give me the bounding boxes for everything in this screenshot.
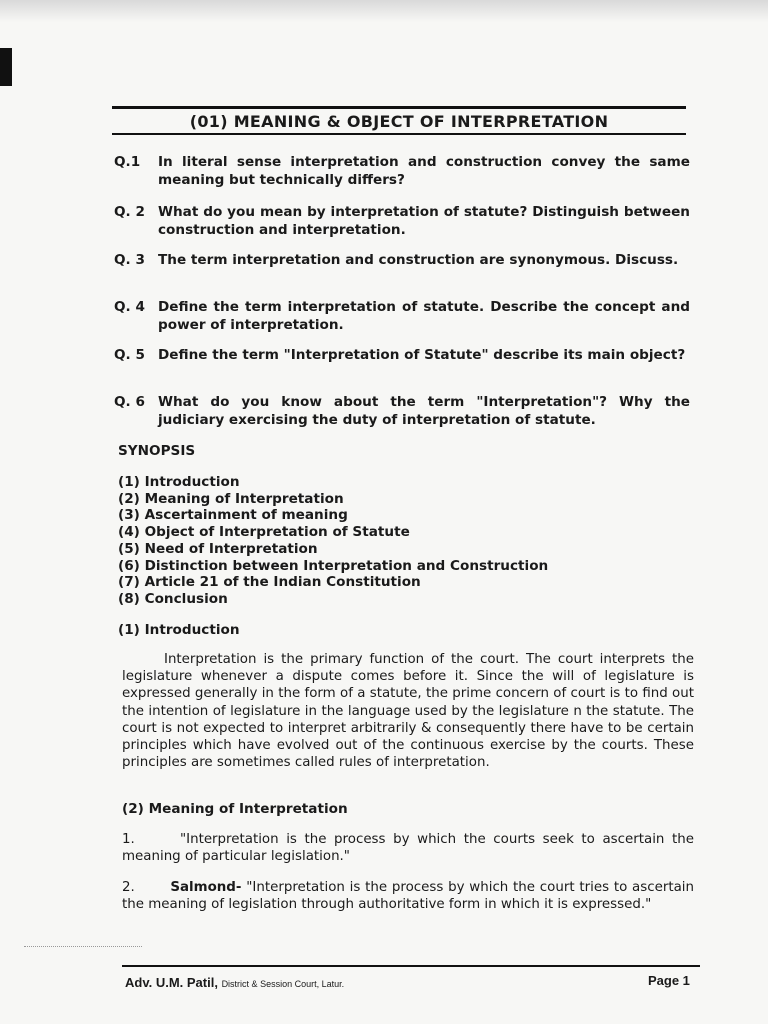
question-number: Q. 2 [114, 204, 145, 220]
question-number: Q. 3 [114, 252, 145, 268]
list-item: (3) Ascertainment of meaning [118, 507, 348, 524]
question-text: What do you mean by interpretation of statute? Distinguish between construction and interpretation. [158, 204, 690, 238]
list-item: (1) Introduction [118, 474, 240, 490]
scan-shadow [0, 0, 768, 22]
list-item: (4) Object of Interpretation of Statute [118, 524, 410, 541]
point-text: "Interpretation is the process by which the courts seek to ascertain the meaning of particular legislation." [122, 832, 694, 865]
title-top-rule [112, 106, 686, 109]
introduction-paragraph: Interpretation is the primary function of the court. The court interprets the legislature whenever a dispute comes before it. Since the will of legislature is expressed generally in the form of a statute, the prime concern of court is to find out the intention of legislature in the language used by the legislature n the statute. The court is not expected to interpret arbitrarily & consequently there have to be certain principles which have evolved out of the continuous exercise by the courts. These principles are sometimes called rules of interpretation. [122, 652, 694, 771]
meaning-heading: (2) Meaning of Interpretation [122, 801, 348, 817]
synopsis-list [118, 474, 548, 608]
question-text: Define the term "Interpretation of Statute" describe its main object? [158, 347, 686, 363]
author-name: Adv. U.M. Patil, [125, 975, 218, 990]
meaning-point-2 [122, 879, 694, 913]
point-number: 1. [122, 832, 135, 847]
question-number: Q. 6 [114, 394, 145, 410]
point-number: 2. [122, 880, 135, 895]
scan-edge-mark [0, 48, 12, 86]
court-name: District & Session Court, Latur. [221, 979, 345, 989]
question-5 [114, 346, 690, 364]
list-item: (2) Meaning of Interpretation [118, 490, 344, 507]
question-text: The term interpretation and construction are synonymous. Discuss. [158, 252, 679, 268]
question-2 [114, 203, 690, 239]
question-1 [114, 153, 690, 189]
point-name: Salmond- [170, 880, 242, 895]
title-bottom-rule [112, 133, 686, 135]
question-text: Define the term interpretation of statute. Describe the concept and power of interpretation. [158, 299, 690, 333]
page-title: (01) MEANING & OBJECT OF INTERPRETATION [189, 112, 609, 131]
question-number: Q.1 [114, 154, 141, 170]
scan-dotted-line [24, 946, 142, 947]
question-text: What do you know about the term "Interpretation"? Why the judiciary exercising the duty of interpretation of statute. [158, 394, 690, 428]
footer-author [125, 975, 344, 990]
list-item: (8) Conclusion [118, 590, 228, 607]
question-4 [114, 298, 690, 334]
question-3 [114, 251, 690, 269]
question-number: Q. 5 [114, 347, 145, 363]
point-text: "Interpretation is the process by which the court tries to ascertain the meaning of legislation through authoritative form in which it is expressed." [122, 880, 694, 913]
meaning-point-1 [122, 831, 694, 865]
list-item: (5) Need of Interpretation [118, 540, 318, 557]
question-6 [114, 393, 690, 429]
question-text: In literal sense interpretation and construction convey the same meaning but technically differs? [158, 154, 690, 188]
list-item: (7) Article 21 of the Indian Constitution [118, 574, 421, 591]
synopsis-heading: SYNOPSIS [118, 443, 196, 459]
introduction-heading: (1) Introduction [118, 622, 240, 638]
footer-rule [122, 965, 700, 967]
list-item: (6) Distinction between Interpretation and Construction [118, 557, 549, 574]
page-number: Page 1 [648, 973, 690, 988]
question-number: Q. 4 [114, 299, 145, 315]
